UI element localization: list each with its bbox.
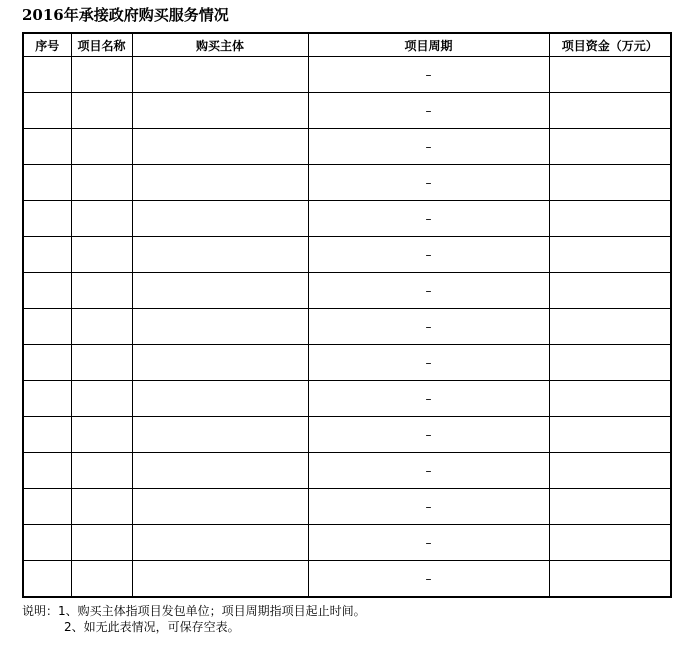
cell-project-period[interactable]: –: [308, 273, 549, 309]
cell-serial-number[interactable]: [23, 489, 71, 525]
cell-purchasing-entity[interactable]: [132, 165, 308, 201]
cell-project-name[interactable]: [71, 165, 132, 201]
notes: [22, 603, 366, 635]
cell-project-name[interactable]: [71, 129, 132, 165]
page-title: 2016年承接政府购买服务情况: [22, 6, 229, 24]
cell-project-funds[interactable]: [549, 129, 671, 165]
cell-project-funds[interactable]: [549, 381, 671, 417]
header-purchasing-entity: 购买主体: [132, 33, 308, 57]
cell-project-period[interactable]: –: [308, 309, 549, 345]
cell-purchasing-entity[interactable]: [132, 57, 308, 93]
cell-serial-number[interactable]: [23, 201, 71, 237]
cell-project-funds[interactable]: [549, 237, 671, 273]
cell-project-name[interactable]: [71, 345, 132, 381]
table-row: [23, 129, 671, 165]
cell-serial-number[interactable]: [23, 417, 71, 453]
cell-project-period[interactable]: –: [308, 453, 549, 489]
cell-project-name[interactable]: [71, 453, 132, 489]
cell-project-funds[interactable]: [549, 561, 671, 598]
cell-project-name[interactable]: [71, 93, 132, 129]
cell-serial-number[interactable]: [23, 273, 71, 309]
table-row: [23, 57, 671, 93]
cell-purchasing-entity[interactable]: [132, 345, 308, 381]
cell-serial-number[interactable]: [23, 381, 71, 417]
cell-project-funds[interactable]: [549, 489, 671, 525]
cell-purchasing-entity[interactable]: [132, 453, 308, 489]
cell-purchasing-entity[interactable]: [132, 525, 308, 561]
cell-project-funds[interactable]: [549, 453, 671, 489]
cell-serial-number[interactable]: [23, 165, 71, 201]
cell-project-period[interactable]: –: [308, 561, 549, 598]
table-row: [23, 273, 671, 309]
header-project-period: 项目周期: [308, 33, 549, 57]
cell-serial-number[interactable]: [23, 237, 71, 273]
cell-project-name[interactable]: [71, 489, 132, 525]
cell-purchasing-entity[interactable]: [132, 273, 308, 309]
cell-purchasing-entity[interactable]: [132, 93, 308, 129]
cell-project-period[interactable]: –: [308, 237, 549, 273]
cell-project-funds[interactable]: [549, 417, 671, 453]
table-row: [23, 165, 671, 201]
cell-project-name[interactable]: [71, 381, 132, 417]
cell-serial-number[interactable]: [23, 525, 71, 561]
header-project-funds: 项目资金（万元）: [549, 33, 671, 57]
header-serial-number: 序号: [23, 33, 71, 57]
cell-purchasing-entity[interactable]: [132, 201, 308, 237]
cell-purchasing-entity[interactable]: [132, 309, 308, 345]
table-row: [23, 381, 671, 417]
cell-project-name[interactable]: [71, 561, 132, 598]
table-row: [23, 453, 671, 489]
note-line-1: 说明：1、购买主体指项目发包单位；项目周期指项目起止时间。: [22, 604, 366, 618]
cell-project-funds[interactable]: [549, 273, 671, 309]
cell-purchasing-entity[interactable]: [132, 237, 308, 273]
cell-project-funds[interactable]: [549, 345, 671, 381]
cell-project-funds[interactable]: [549, 309, 671, 345]
header-project-name: 项目名称: [71, 33, 132, 57]
cell-serial-number[interactable]: [23, 129, 71, 165]
table-header-row: [23, 33, 671, 57]
cell-purchasing-entity[interactable]: [132, 561, 308, 598]
cell-serial-number[interactable]: [23, 453, 71, 489]
cell-serial-number[interactable]: [23, 93, 71, 129]
table-row: [23, 489, 671, 525]
service-table: [22, 32, 672, 598]
cell-project-name[interactable]: [71, 309, 132, 345]
cell-serial-number[interactable]: [23, 561, 71, 598]
table-row: [23, 309, 671, 345]
cell-project-name[interactable]: [71, 273, 132, 309]
note-line-2: 2、如无此表情况，可保存空表。: [64, 620, 240, 634]
cell-project-name[interactable]: [71, 57, 132, 93]
cell-project-funds[interactable]: [549, 201, 671, 237]
cell-project-period[interactable]: –: [308, 381, 549, 417]
cell-purchasing-entity[interactable]: [132, 417, 308, 453]
table-row: [23, 201, 671, 237]
cell-project-period[interactable]: –: [308, 417, 549, 453]
table-row: [23, 525, 671, 561]
cell-project-funds[interactable]: [549, 165, 671, 201]
table-row: [23, 345, 671, 381]
cell-serial-number[interactable]: [23, 309, 71, 345]
table-row: [23, 237, 671, 273]
cell-serial-number[interactable]: [23, 345, 71, 381]
cell-project-funds[interactable]: [549, 93, 671, 129]
table-row: [23, 93, 671, 129]
cell-purchasing-entity[interactable]: [132, 489, 308, 525]
table-row: [23, 417, 671, 453]
cell-project-funds[interactable]: [549, 525, 671, 561]
cell-purchasing-entity[interactable]: [132, 129, 308, 165]
cell-project-period[interactable]: –: [308, 57, 549, 93]
cell-purchasing-entity[interactable]: [132, 381, 308, 417]
cell-project-period[interactable]: –: [308, 489, 549, 525]
cell-project-period[interactable]: –: [308, 165, 549, 201]
table-body: [23, 57, 671, 598]
cell-project-period[interactable]: –: [308, 345, 549, 381]
cell-project-name[interactable]: [71, 237, 132, 273]
cell-project-name[interactable]: [71, 201, 132, 237]
table-row: [23, 561, 671, 598]
cell-project-name[interactable]: [71, 525, 132, 561]
cell-project-funds[interactable]: [549, 57, 671, 93]
cell-project-period[interactable]: –: [308, 93, 549, 129]
cell-project-name[interactable]: [71, 417, 132, 453]
cell-serial-number[interactable]: [23, 57, 71, 93]
cell-project-period[interactable]: –: [308, 525, 549, 561]
cell-project-period[interactable]: –: [308, 129, 549, 165]
cell-project-period[interactable]: –: [308, 201, 549, 237]
